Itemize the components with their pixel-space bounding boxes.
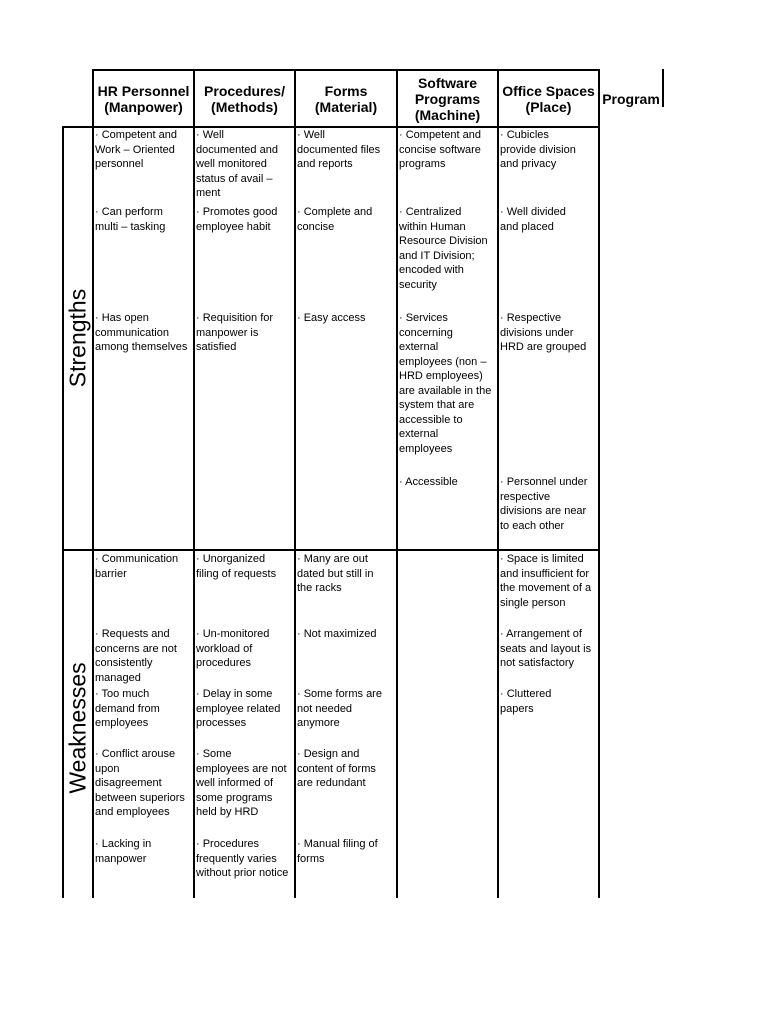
weakness-office-item: · Arrangement of seats and layout is not satisfactory xyxy=(500,628,592,669)
weakness-forms-item: · Many are out dated but still in the racks xyxy=(297,553,374,594)
header-line1: Forms xyxy=(324,82,368,99)
strength-procedures-item: · Requisition for manpower is satisfied xyxy=(196,312,274,353)
header-office-spaces xyxy=(499,71,598,126)
header-hr-personnel xyxy=(94,71,193,126)
weakness-forms-item: · Not maximized xyxy=(297,628,377,640)
header-forms xyxy=(296,71,396,126)
header-line2: (Machine) xyxy=(414,106,481,123)
header-line1: Office Spaces xyxy=(502,82,595,99)
weakness-forms-item: · Some forms are not needed anymore xyxy=(297,688,382,729)
column-border-7 xyxy=(662,69,664,107)
header-line2: (Manpower) xyxy=(104,98,183,115)
strength-forms-item: · Complete and concise xyxy=(297,206,373,233)
header-line1: Procedures/ xyxy=(204,82,285,99)
weakness-procedures-item: · Some employees are not well informed of some programs held by HRD xyxy=(196,748,287,818)
section-label-weaknesses: Weaknesses xyxy=(64,662,91,794)
weakness-forms-item: · Design and content of forms are redundant xyxy=(297,748,376,789)
weakness-office-item: · Cluttered papers xyxy=(500,688,552,715)
header-program xyxy=(600,71,662,126)
weakness-hr-item: · Too much demand from employees xyxy=(95,688,160,729)
strength-software-item: · Centralized within Human Resource Division and IT Division; encoded with security xyxy=(399,206,488,291)
header-line2: (Place) xyxy=(525,98,572,115)
strength-software-item: · Competent and concise software programs xyxy=(399,129,481,170)
strength-forms-item: · Easy access xyxy=(297,312,366,324)
weakness-procedures-item: · Un-monitored workload of procedures xyxy=(196,628,270,669)
weakness-hr-item: · Requests and concerns are not consistently managed xyxy=(95,628,177,684)
weakness-office-item: · Space is limited and insufficient for the movement of a single person xyxy=(500,553,592,609)
section-divider xyxy=(62,549,600,551)
weakness-procedures-item: · Delay in some employee related processes xyxy=(196,688,281,729)
strength-forms-item: · Well documented files and reports xyxy=(297,129,381,170)
strength-procedures-item: · Promotes good employee habit xyxy=(196,206,278,233)
header-line2: (Methods) xyxy=(211,98,278,115)
header-line2: (Material) xyxy=(314,98,378,115)
weakness-procedures-item: · Procedures frequently varies without prior notice xyxy=(196,838,289,879)
strength-office-item: · Personnel under respective divisions are near to each other xyxy=(500,476,588,532)
strength-software-item: · Accessible xyxy=(399,476,458,488)
column-border-6 xyxy=(598,69,600,898)
strength-office-item: · Respective divisions under HRD are grouped xyxy=(500,312,587,353)
weakness-procedures-item: · Unorganized filing of requests xyxy=(196,553,277,580)
column-border-1 xyxy=(92,69,94,898)
weakness-forms-item: · Manual filing of forms xyxy=(297,838,378,865)
section-label-strengths: Strengths xyxy=(64,288,91,388)
strength-hr-item: · Can perform multi – tasking xyxy=(95,206,166,233)
strength-software-item: · Services concerning external employees (non – HRD employees) are available in the system that are accessible to external employees xyxy=(399,312,492,455)
weakness-hr-item: · Lacking in manpower xyxy=(95,838,152,865)
strength-office-item: · Well divided and placed xyxy=(500,206,566,233)
column-border-4 xyxy=(396,69,398,898)
header-line1: Software Programs xyxy=(414,74,481,107)
weakness-hr-item: · Conflict arouse upon disagreement between superiors and employees xyxy=(95,748,185,818)
header-line1: Program xyxy=(602,90,660,107)
column-border-2 xyxy=(193,69,195,898)
weakness-hr-item: · Communication barrier xyxy=(95,553,179,580)
header-procedures xyxy=(195,71,294,126)
header-software-programs xyxy=(398,71,497,126)
strength-hr-item: · Has open communication among themselves xyxy=(95,312,188,353)
header-line1: HR Personnel xyxy=(97,82,190,99)
column-border-5 xyxy=(497,69,499,898)
column-border-3 xyxy=(294,69,296,898)
strength-office-item: · Cubicles provide division and privacy xyxy=(500,129,576,170)
strength-hr-item: · Competent and Work – Oriented personnel xyxy=(95,129,177,170)
strength-procedures-item: · Well documented and well monitored status of avail – ment xyxy=(196,129,278,199)
